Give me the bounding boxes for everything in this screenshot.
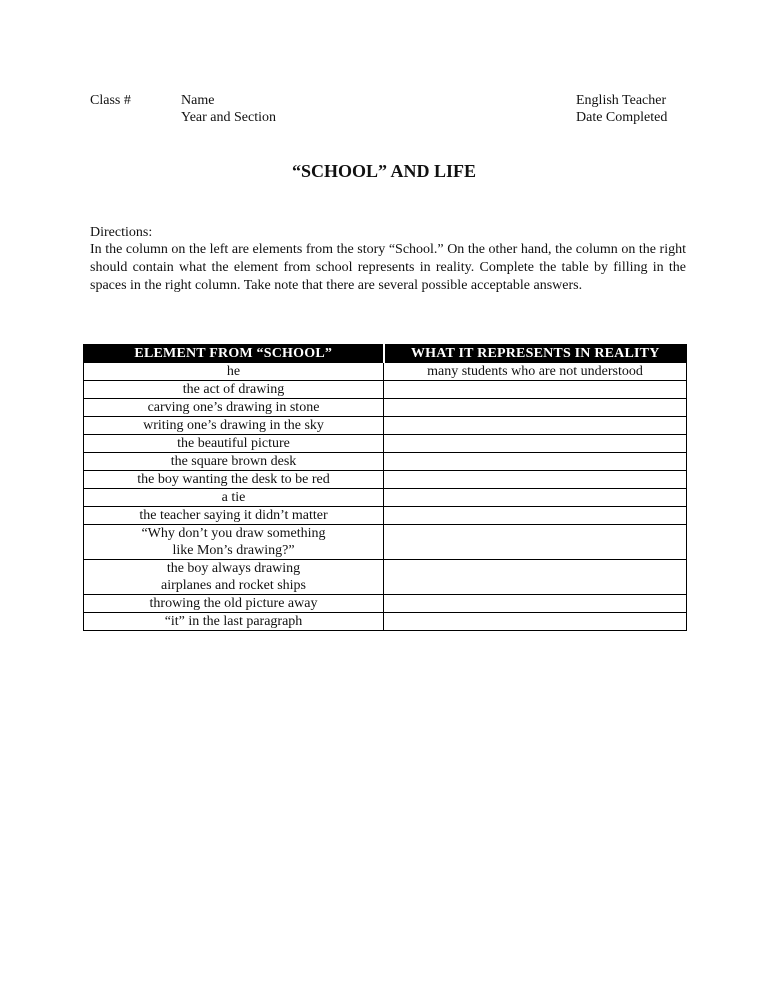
table-row (84, 381, 687, 399)
table-header-row (84, 345, 687, 363)
column-header-represents: WHAT IT REPRESENTS IN REALITY (384, 345, 687, 363)
represents-answer-cell[interactable] (384, 595, 687, 613)
table-body (84, 363, 687, 631)
represents-answer-cell[interactable] (384, 560, 687, 595)
page-title: “SCHOOL” AND LIFE (291, 161, 477, 181)
represents-answer-cell[interactable] (384, 471, 687, 489)
represents-answer-cell[interactable] (384, 613, 687, 631)
element-cell: writing one’s drawing in the sky (84, 417, 384, 435)
table-row (84, 489, 687, 507)
element-cell: the act of drawing (84, 381, 384, 399)
represents-answer-cell[interactable] (384, 435, 687, 453)
table-row (84, 363, 687, 381)
table-row (84, 595, 687, 613)
represents-answer-cell[interactable]: many students who are not understood (384, 363, 687, 381)
table-row (84, 560, 687, 595)
table-row (84, 417, 687, 435)
represents-answer-cell[interactable] (384, 507, 687, 525)
table-row (84, 453, 687, 471)
represents-answer-cell[interactable] (384, 489, 687, 507)
element-cell: the square brown desk (84, 453, 384, 471)
table-row (84, 507, 687, 525)
table-row (84, 471, 687, 489)
directions-heading: Directions: (90, 225, 153, 240)
table-row (84, 435, 687, 453)
element-cell: the beautiful picture (84, 435, 384, 453)
represents-answer-cell[interactable] (384, 381, 687, 399)
represents-answer-cell[interactable] (384, 525, 687, 560)
name-label: Name (181, 93, 215, 108)
date-completed-label: Date Completed (576, 110, 668, 125)
represents-answer-cell[interactable] (384, 399, 687, 417)
element-cell: carving one’s drawing in stone (84, 399, 384, 417)
element-cell: “Why don’t you draw something like Mon’s drawing?” (84, 525, 384, 560)
year-section-label: Year and Section (181, 110, 277, 125)
represents-answer-cell[interactable] (384, 453, 687, 471)
elements-table (83, 344, 687, 631)
directions-text: In the column on the left are elements from the story “School.” On the other hand, the column on the right should contain what the element from school represents in reality. Complete the table by filling in the spaces in the right column. Take note that there are several possible acceptable answers. (90, 242, 686, 293)
english-teacher-label: English Teacher (576, 93, 667, 108)
element-cell: the boy wanting the desk to be red (84, 471, 384, 489)
element-cell: he (84, 363, 384, 381)
table-row (84, 399, 687, 417)
element-cell: “it” in the last paragraph (84, 613, 384, 631)
element-cell: the teacher saying it didn’t matter (84, 507, 384, 525)
column-header-element: ELEMENT FROM “SCHOOL” (84, 345, 384, 363)
element-cell: throwing the old picture away (84, 595, 384, 613)
represents-answer-cell[interactable] (384, 417, 687, 435)
table-row (84, 613, 687, 631)
element-cell: a tie (84, 489, 384, 507)
class-number-label: Class # (90, 93, 131, 108)
table-row (84, 525, 687, 560)
element-cell: the boy always drawing airplanes and rocket ships (84, 560, 384, 595)
